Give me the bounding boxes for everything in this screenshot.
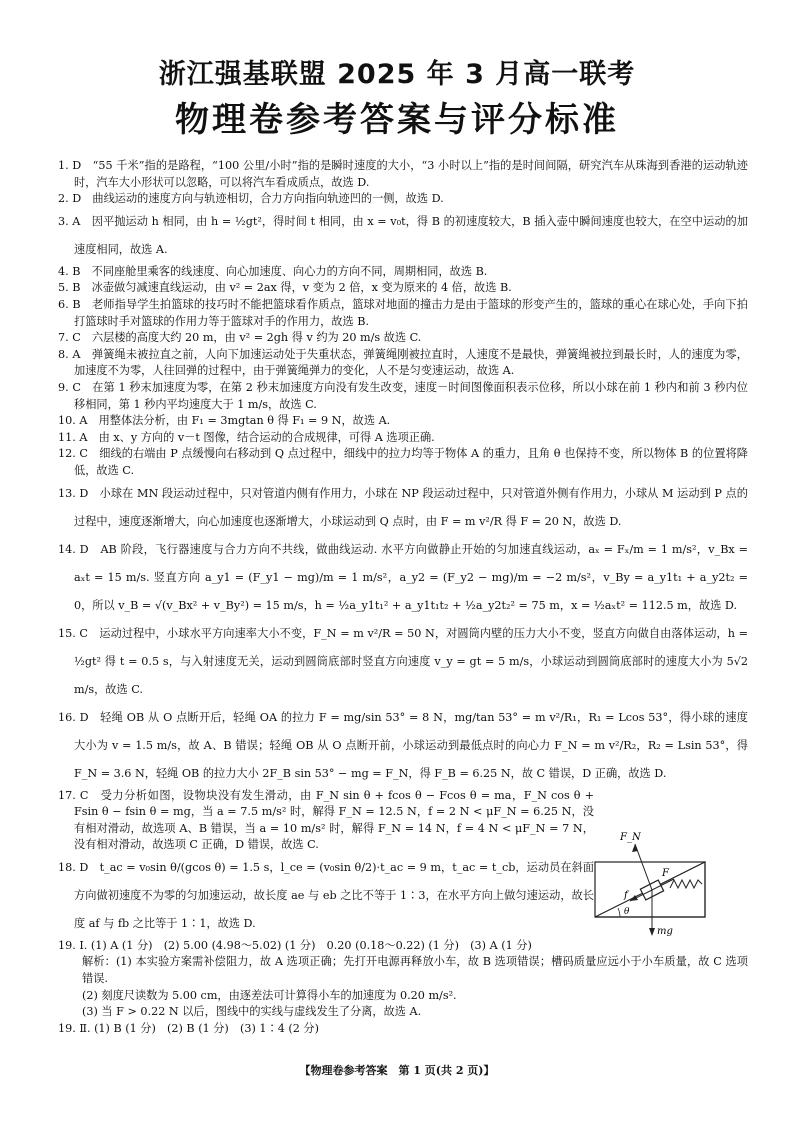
answer-item-5: 5. B 冰壶做匀减速直线运动，由 v² = 2ax 得，v 变为 2 倍，x 变为原来的 4 倍，故选 B. [58,281,512,295]
friction-label: f [624,890,628,901]
answer-item-11: 11. A 由 x、y 方向的 v－t 图像，结合运动的合成规律，可得 A 选项正确. [58,430,435,444]
normal-force-label: F_N [620,832,641,843]
answer-19-explanation-2: (2) 刻度尺读数为 5.00 cm，由逐差法可计算得小车的加速度为 0.20 m/s². [82,988,457,1002]
normal-force-arrowhead [632,844,638,852]
answer-19-explanation-3: (3) 当 F > 0.22 N 以后，图线中的实线与虚线发生了分离，故选 A. [82,1005,422,1019]
answer-item-13: 13. D 小球在 MN 段运动过程中，只对管道内侧有作用力，小球在 NP 段运动过程中，只对管道外侧有作用力，小球从 M 运动到 P 点的过程中，速度逐渐增大，向心加速度也逐渐增大，小球运动到 Q 点时，由 F = m v²/R 得 F = 20 N，故选 D. [58,486,748,528]
answer-19-explanation-1: 解析：(1) 本实验方案需补偿阻力，故 A 选项正确；先打开电源再释放小车，故 B 选项错误；槽码质量应远小于小车质量，故 C 选项错误. [82,955,748,986]
answer-item-16: 16. D 轻绳 OB 从 O 点断开后，轻绳 OA 的拉力 F = mg/sin 53° = 8 N，mg/tan 53° = m v²/R₁，R₁ = Lcos 53°，得小球的速度大小为 v = 1.5 m/s，故 A、B 错误；轻绳 OB 从 O 点断开前，小球运动到最低点时的向心力 F_N = m v²/R₂，R₂ = Lsin 53°，得 F_N = 3.6 N，轻绳 OB 的拉力大小 2F_B sin 53° − mg = F_N，得 F_B = 6.25 N，故 C 错误，D 正确，故选 D. [58,710,748,780]
angle-arc [618,908,620,917]
force-diagram [590,822,730,942]
answer-item-7: 7. C 六层楼的高度大约 20 m，由 v² = 2gh 得 v 约为 20 m/s 故选 C. [58,331,422,345]
page-footer: 【物理卷参考答案 第 1 页(共 2 页)】 [299,1064,495,1077]
answer-item-9: 9. C 在第 1 秒末加速度为零，在第 2 秒末加速度方向没有发生改变，速度－时间图像面积表示位移，所以小球在前 1 秒内和前 3 秒内位移相同，第 1 秒内平均速度大于 1 m/s，故选 C. [58,380,748,411]
spring [670,880,702,888]
answer-item-4: 4. B 不同座舱里乘客的线速度、向心加速度、向心力的方向不同，周期相同，故选 B. [58,264,488,278]
document-title: 浙江强基联盟 2025 年 3 月高一联考 [158,59,636,90]
answer-item-6: 6. B 老师指导学生拍篮球的技巧时不能把篮球看作质点，篮球对地面的撞击力是由于篮球的形变产生的，篮球的重心在球心处，手向下拍打篮球时手对篮球的作用力等于篮球对手的作用力，故选 B. [58,297,748,328]
document-subtitle: 物理卷参考答案与评分标准 [175,100,619,140]
gravity-label: mg [657,926,673,937]
answer-item-3: 3. A 因平抛运动 h 相同，由 h = ½gt²，得时间 t 相同，由 x = v₀t，得 B 的初速度较大，B 插入壶中瞬间速度也较大，在空中运动的加速度相同，故选 A. [58,214,748,256]
spring-force-label: F [662,868,669,879]
angle-label: θ [624,907,630,917]
answer-item-14: 14. D AB 阶段，飞行器速度与合力方向不共线，做曲线运动. 水平方向做静止开始的匀加速直线运动，aₓ = Fₓ/m = 1 m/s²，v_Bx = aₓt = 15 m/s. 竖直方向 a_y1 = (F_y1 − mg)/m = 1 m/s²，a_y2 = (F_y2 − mg)/m = −2 m/s²，v_By = a_y1t₁ + a_y2t₂ = 0，所以 v_B = √(v_Bx² + v_By²) = 15 m/s，h = ½a_y1t₁² + a_y1t₁t₂ + ½a_y2t₂² = 75 m，x = ½aₓt² = 112.5 m，故选 D. [58,542,748,612]
answer-item-15: 15. C 运动过程中，小球水平方向速率大小不变，F_N = m v²/R = 50 N，对圆筒内壁的压力大小不变，竖直方向做自由落体运动，h = ½gt² 得 t = 0.5 s，与入射速度无关，运动到圆筒底部时竖直方向速度 v_y = gt = 5 m/s，小球运动到圆筒底部时的速度大小为 5√2 m/s，故选 C. [58,626,748,696]
answer-item-1: 1. D “55 千米”指的是路程，“100 公里/小时”指的是瞬时速度的大小，“3 小时以上”指的是时间间隔，研究汽车从珠海到香港的运动轨迹时，汽车大小形状可以忽略，可以将汽车看成质点，故选 D. [58,159,748,189]
gravity-arrowhead [649,928,655,936]
answer-item-19-part1: 19. Ⅰ. (1) A (1 分) (2) 5.00 (4.98～5.02) (1 分) 0.20 (0.18～0.22) (1 分) (3) A (1 分) [58,938,532,952]
answer-item-12: 12. C 细线的右端由 P 点缓慢向右移动到 Q 点过程中，细线中的拉力均等于物体 A 的重力，且角 θ 也保持不变，所以物体 B 的位置将降低，故选 C. [58,447,748,477]
answer-item-8: 8. A 弹簧绳未被拉直之前，人向下加速运动处于失重状态，弹簧绳刚被拉直时，人速度不是最快，弹簧绳被拉到最长时，人的速度为零，加速度不为零，人往回弹的过程中，由于弹簧绳弹力的变化，人不是匀变速运动，故选 A. [58,347,748,378]
answer-item-19-part2: 19. Ⅱ. (1) B (1 分) (2) B (1 分) (3) 1∶4 (2 分) [58,1021,319,1035]
answer-item-17: 17. C 受力分析如图，设物块没有发生滑动，由 F_N sin θ + fcos θ − Fcos θ = ma，F_N cos θ + Fsin θ − fsin θ = mg，当 a = 7.5 m/s² 时，解得 F_N = 12.5 N，f = 2 N < μF_N = 6.25 N，没有相对滑动，故选项 A、B 错误，当 a = 10 m/s² 时，解得 F_N = 14 N，f = 4 N < μF_N = 7 N，没有相对滑动，故选项 C 正确，D 错误，故选 C. [58,788,594,852]
answer-item-10: 10. A 用整体法分析，由 F₁ = 3mgtan θ 得 F₁ = 9 N，故选 A. [58,414,391,428]
answer-item-2: 2. D 曲线运动的速度方向与轨迹相切，合力方向指向轨迹凹的一侧，故选 D. [58,192,444,206]
answer-item-18: 18. D t_ac = v₀sin θ/(gcos θ) = 1.5 s，l_ce = (v₀sin θ/2)·t_ac = 9 m，t_ac = t_cb，运动员在斜面方向做初速度不为零的匀加速运动，故长度 ae 与 eb 之比不等于 1∶3，在水平方向上做匀速运动，故长度 af 与 fb 之比等于 1∶1，故选 D. [58,860,594,930]
